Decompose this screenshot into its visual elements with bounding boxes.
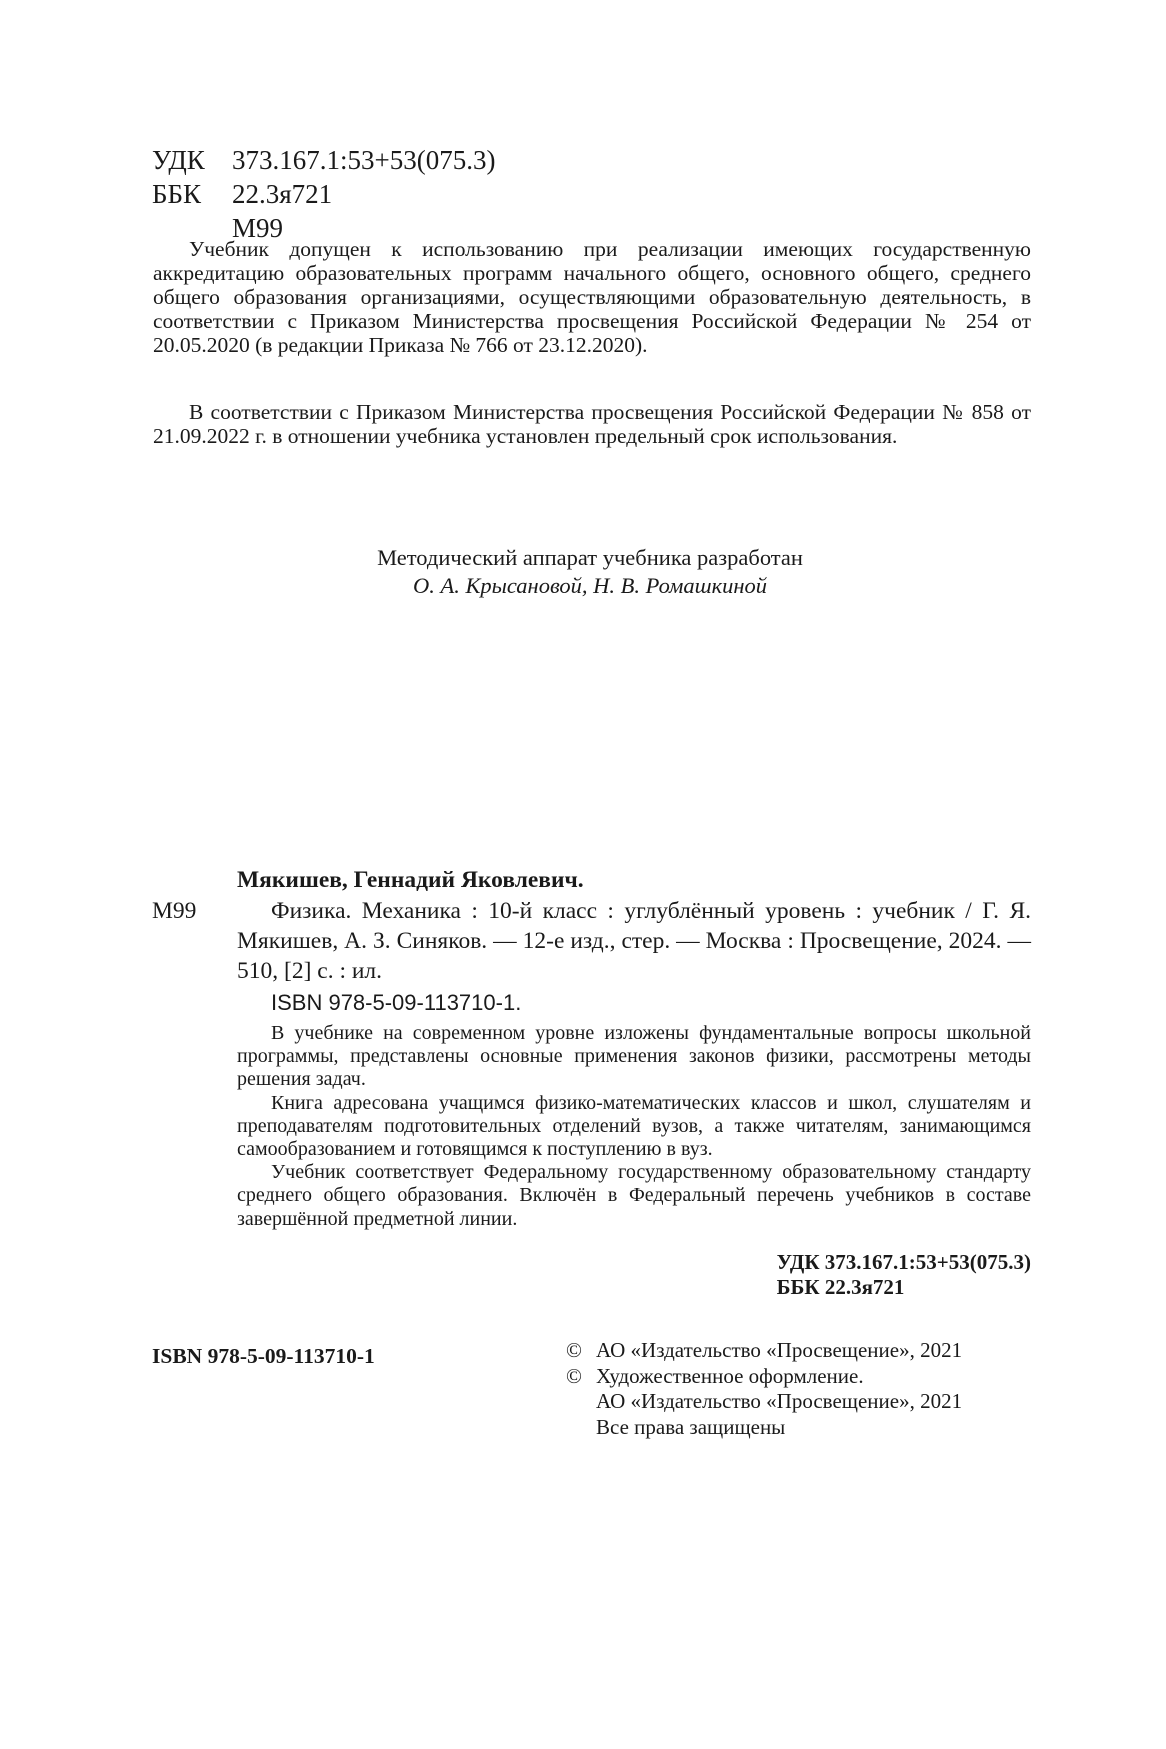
record-author-mark: М99 [152,898,197,924]
term-notice: В соответствии с Приказом Министерства просвещения Российской Федерации № 858 от 21.09.2022 г. в отношении учебника установлен предельный срок использования. [153,400,1031,448]
bbk-value: 22.3я721 [232,179,333,209]
abstract-paragraph: Книга адресована учащимся физико-математических классов и школ, слушателям и преподавателям подготовительных отделений вузов, а также читателям, занимающимся самообразованием и готовящимся к поступлению в вуз. [237,1091,1031,1161]
abstract-paragraph: В учебнике на современном уровне изложены фундаментальные вопросы школьной программы, представлены основные применения законов физики, рассмотрены методы решения задач. [237,1022,1031,1091]
author-mark: М99 [232,213,284,243]
copyright-publisher: АО «Издательство «Просвещение», 2021 [596,1338,963,1362]
classification-block [152,143,495,245]
copyright-sign: © [566,1363,582,1388]
copyright-block [566,1338,1036,1440]
udk-label: УДК [152,145,205,175]
record-bbk: ББК 22.3я721 [776,1275,905,1299]
footer-isbn: ISBN 978-5-09-113710-1 [152,1344,375,1368]
record-description: Физика. Механика : 10-й класс : углублённый уровень : учебник / Г. Я. Мякишев, А. З. Синяков. — 12-е изд., стер. — Москва : Просвещение, 2024. — 510, [2] с. : ил. [237,898,1031,984]
copyright-design-line [566,1364,1036,1390]
record-isbn: ISBN 978-5-09-113710-1. [271,990,522,1015]
copyright-design: Художественное оформление. [596,1363,864,1388]
copyright-design-holder: АО «Издательство «Просвещение», 2021 [596,1389,963,1413]
rights-reserved: Все права защищены [596,1414,786,1439]
record-abstract [237,1022,1031,1231]
approval-notice: Учебник допущен к использованию при реализации имеющих государственную аккредитацию образовательных программ начального общего, основного общего, среднего общего образования организациями, осуществляющими образовательную деятельность, в соответствии с Приказом Министерства просвещения Российской Федерации № 254 от 20.05.2020 (в редакции Приказа № 766 от 23.12.2020). [153,237,1031,357]
copyright-publisher-line [566,1338,1036,1364]
methodology-credit [240,544,940,600]
credit-names: О. А. Крысановой, Н. В. Ромашкиной [412,573,768,598]
copyright-sign: © [566,1338,582,1362]
record-udk: УДК 373.167.1:53+53(075.3) [776,1250,1031,1274]
bbk-label: ББК [152,179,202,209]
udk-value: 373.167.1:53+53(075.3) [232,145,496,175]
abstract-paragraph: Учебник соответствует Федеральному государственному образовательному стандарту среднего общего образования. Включён в Федеральный перечень учебников в составе завершённой предметной линии. [237,1161,1031,1230]
credit-line: Методический аппарат учебника разработан [377,545,803,570]
udk-row [152,143,495,177]
record-author-heading: Мякишев, Геннадий Яковлевич. [237,867,584,893]
bbk-row [152,177,495,211]
record-codes [777,1250,1031,1300]
